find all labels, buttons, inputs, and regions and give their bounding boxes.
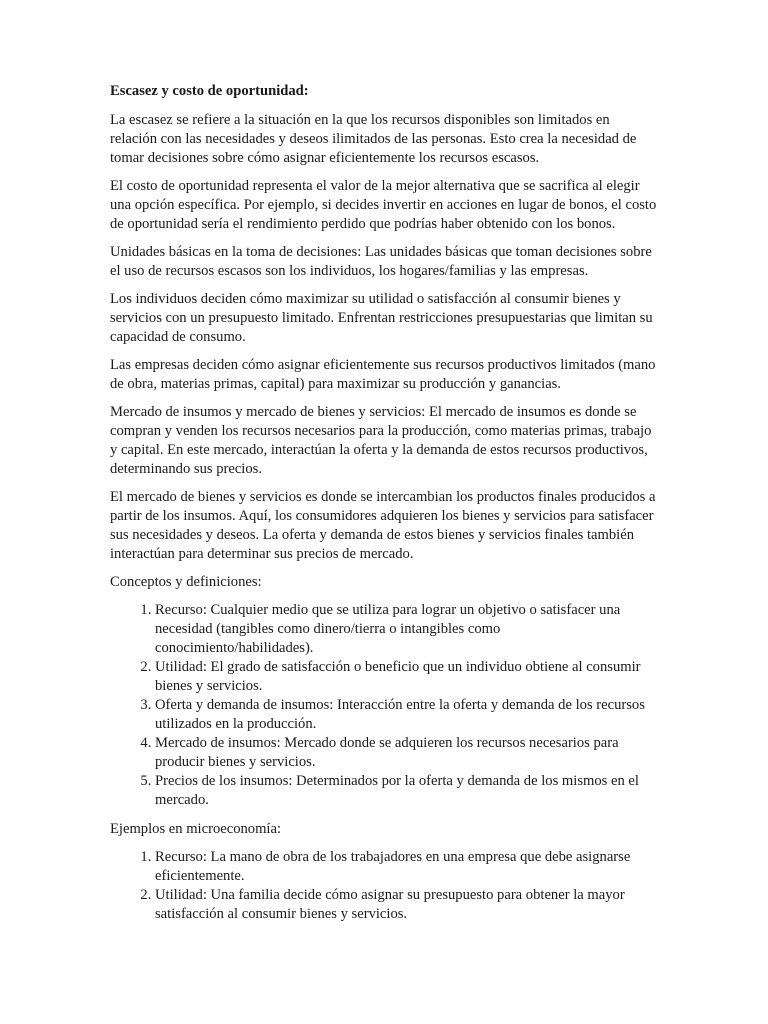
list-item: 4. Mercado de insumos: Mercado donde se adquieren los recursos necesarios para producir bienes y servicios. [155,734,658,772]
concepts-list [110,601,658,810]
examples-list [110,848,658,924]
list-item: 1. Recurso: Cualquier medio que se utiliza para lograr un objetivo o satisfacer una necesidad (tangibles como dinero/tierra o intangibles como conocimiento/habilidades). [155,601,658,658]
paragraph-escasez: La escasez se refiere a la situación en la que los recursos disponibles son limitados en relación con las necesidades y deseos ilimitados de las personas. Esto crea la necesidad de tomar decisiones sobre cómo asignar eficientemente los recursos escasos. [110,112,637,166]
paragraph-mercado-insumos: Mercado de insumos y mercado de bienes y servicios: El mercado de insumos es donde se compran y venden los recursos necesarios para la producción, como materias primas, trabajo y capital. En este mercado, interactúan la oferta y la demanda de estos recursos productivos, determinando sus precios. [110,404,652,477]
document-page [110,82,658,934]
paragraph-individuos: Los individuos deciden cómo maximizar su utilidad o satisfacción al consumir bienes y servicios con un presupuesto limitado. Enfrentan restricciones presupuestarias que limitan su capacidad de consumo. [110,291,653,345]
list-item: 2. Utilidad: El grado de satisfacción o beneficio que un individuo obtiene al consumir bienes y servicios. [155,658,658,696]
examples-heading: Ejemplos en microeconomía: [110,821,282,837]
paragraph-costo-oportunidad: El costo de oportunidad representa el valor de la mejor alternativa que se sacrifica al elegir una opción específica. Por ejemplo, si decides invertir en acciones en lugar de bonos, el costo de oportunidad sería el rendimiento perdido que podrías haber obtenido con los bonos. [110,178,657,232]
list-item: 3. Oferta y demanda de insumos: Interacción entre la oferta y demanda de los recursos utilizados en la producción. [155,696,658,734]
paragraph-unidades-basicas: Unidades básicas en la toma de decisiones: Las unidades básicas que toman decisiones sobre el uso de recursos escasos son los individuos, los hogares/familias y las empresas. [110,244,652,279]
list-item: 5. Precios de los insumos: Determinados por la oferta y demanda de los mismos en el mercado. [155,772,658,810]
paragraph-empresas: Las empresas deciden cómo asignar eficientemente sus recursos productivos limitados (mano de obra, materias primas, capital) para maximizar su producción y ganancias. [110,357,656,392]
concepts-heading: Conceptos y definiciones: [110,574,262,590]
list-item: 2. Utilidad: Una familia decide cómo asignar su presupuesto para obtener la mayor satisfacción al consumir bienes y servicios. [155,886,658,924]
paragraph-mercado-bienes: El mercado de bienes y servicios es donde se intercambian los productos finales producidos a partir de los insumos. Aquí, los consumidores adquieren los bienes y servicios para satisfacer sus necesidades y deseos. La oferta y demanda de estos bienes y servicios finales también interactúan para determinar sus precios de mercado. [110,489,656,562]
section-heading: Escasez y costo de oportunidad: [110,83,309,99]
list-item: 1. Recurso: La mano de obra de los trabajadores en una empresa que debe asignarse eficientemente. [155,848,658,886]
